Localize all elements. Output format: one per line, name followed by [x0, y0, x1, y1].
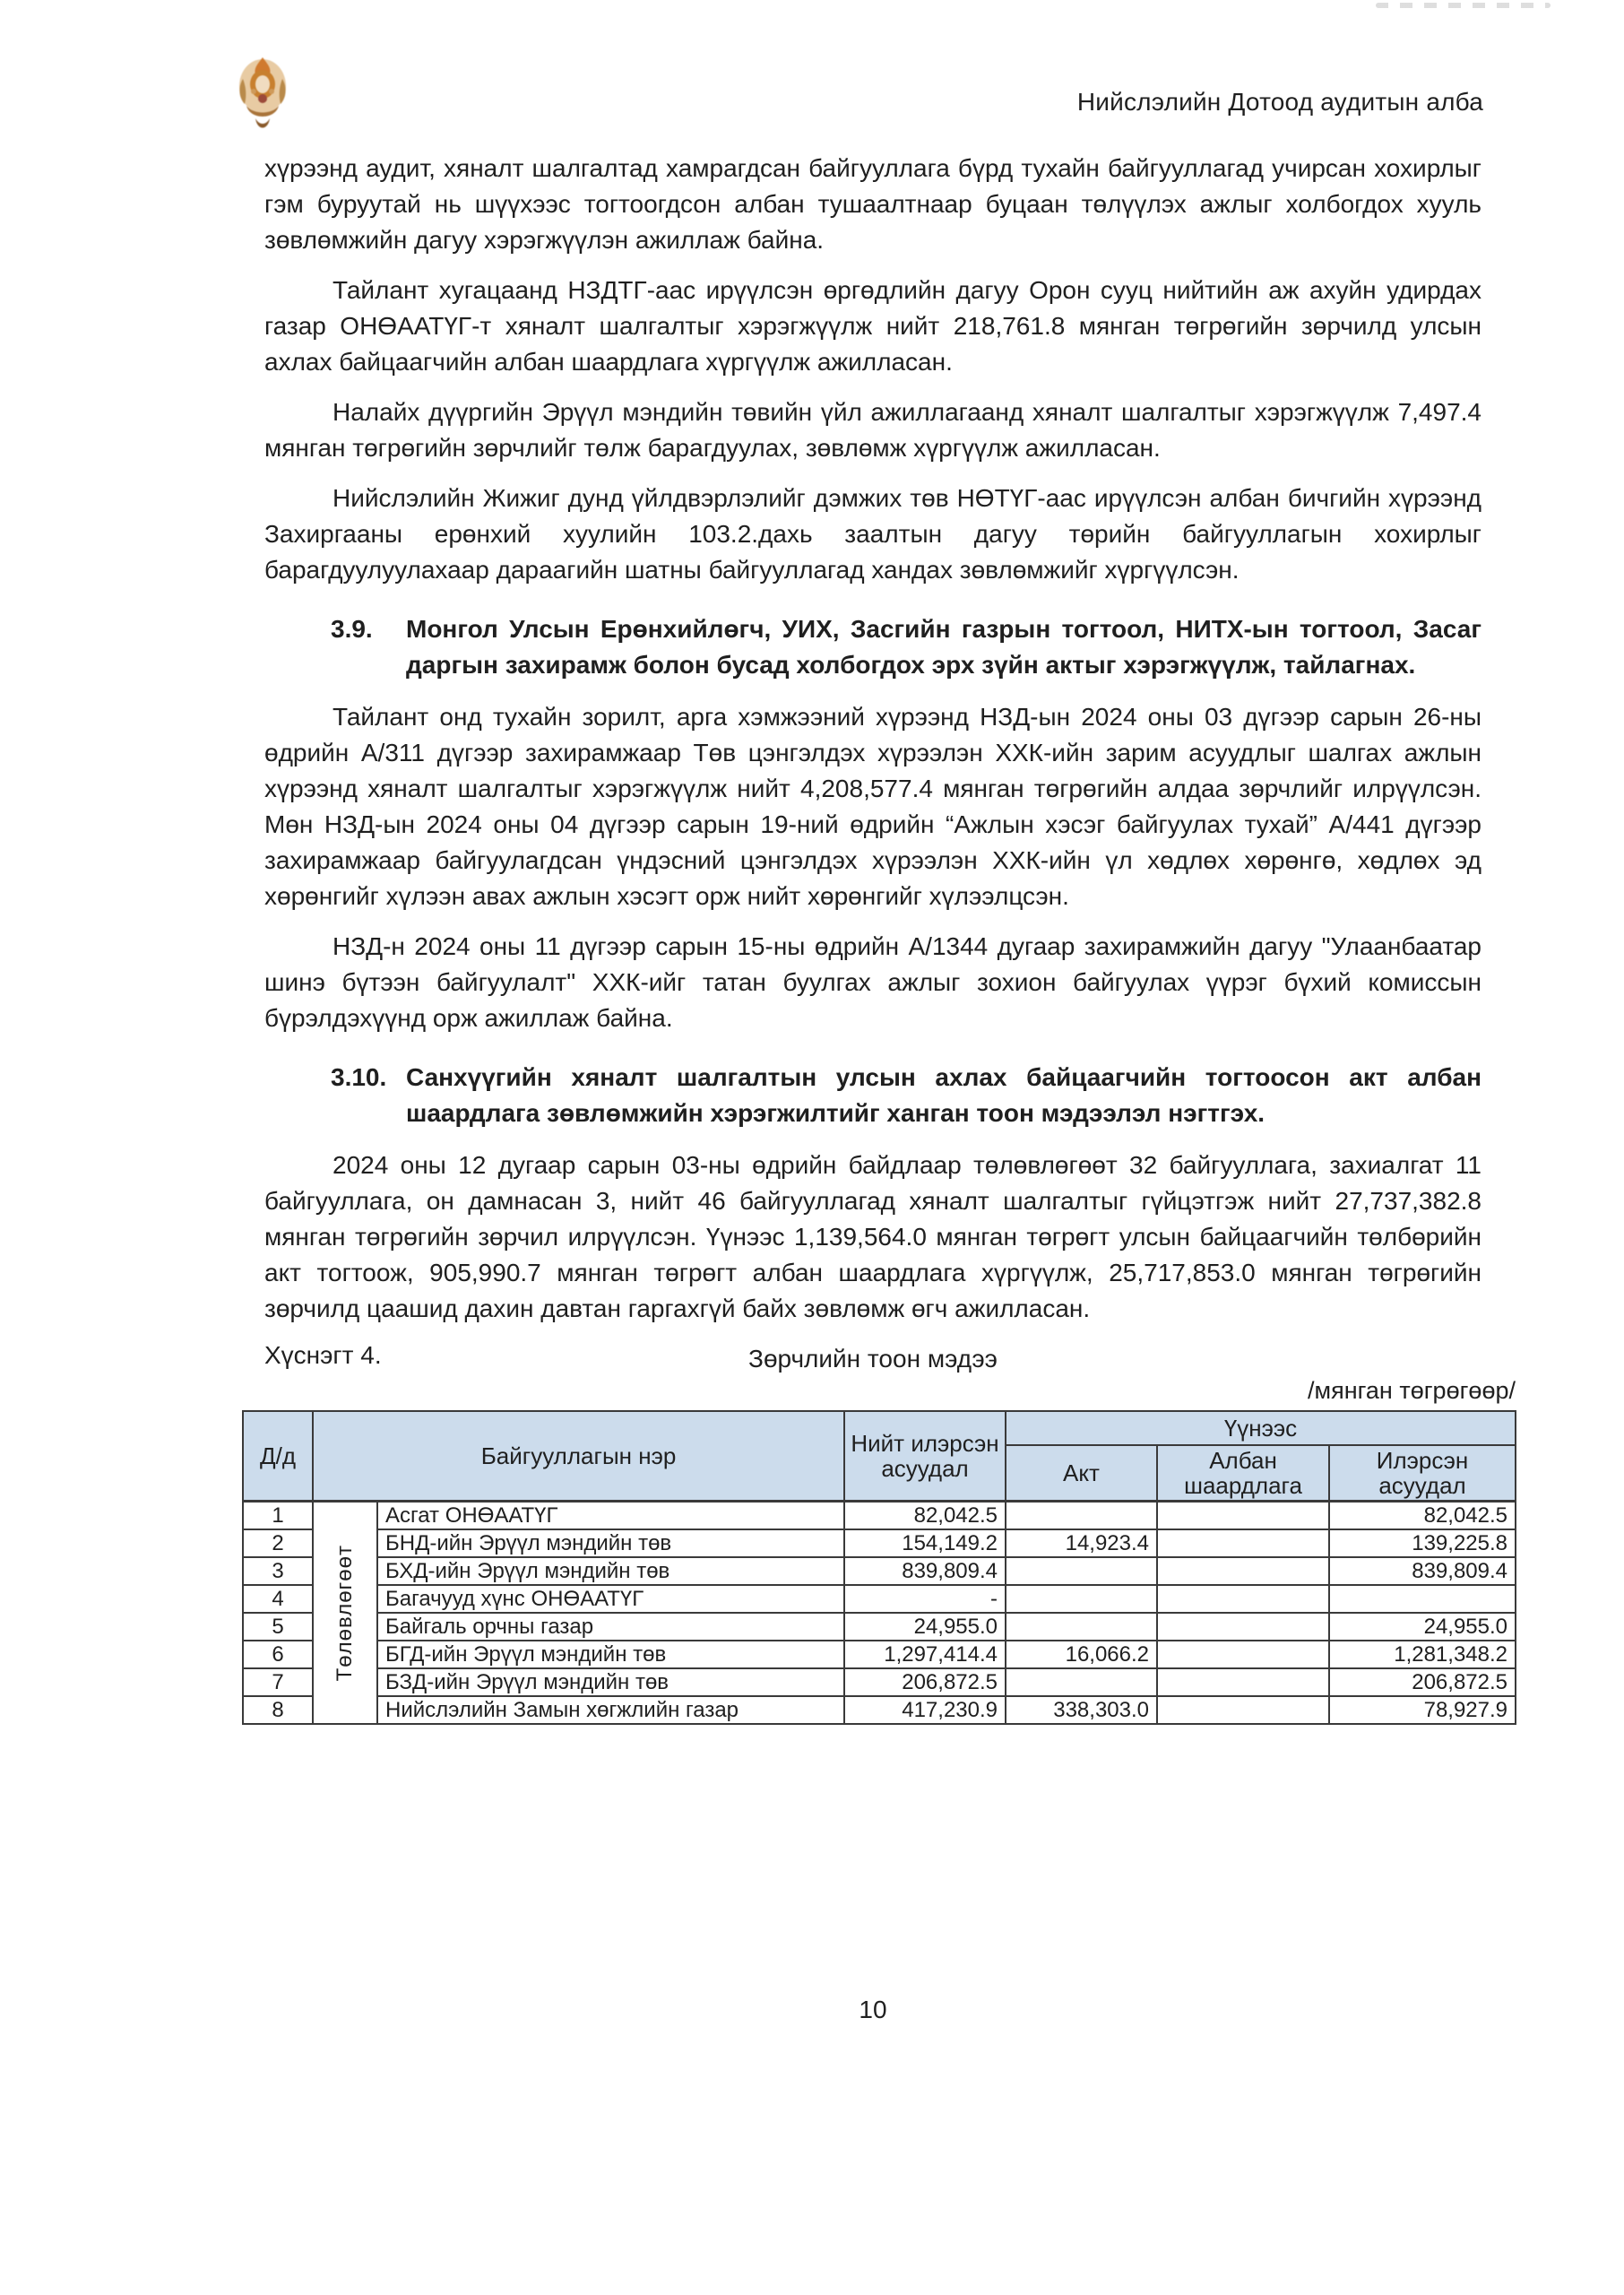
org-name-cell: Асгат ОНӨААТҮГ	[377, 1502, 844, 1530]
total-cell: 839,809.4	[844, 1557, 1006, 1585]
demand-cell	[1157, 1557, 1329, 1585]
demand-cell	[1157, 1613, 1329, 1641]
table-row	[243, 1696, 1516, 1724]
paragraph: 2024 оны 12 дугаар сарын 03-ны өдрийн байдлаар төлөвлөгөөт 32 байгууллага, захиалгат 11 байгууллага, он дамнасан 3, нийт 46 байгууллагад хяналт шалгалтыг гүйцэтгэж нийт 27,737,382.8 мянган төгрөгийн зөрчил илрүүлсэн. Үүнээс 1,139,564.0 мянган төгрөгт улсын байцаагчийн төлбөрийн акт тогтоож, 905,990.7 мянган төгрөгт албан шаардлага хүргүүлж, 25,717,853.0 мянган төгрөгийн зөрчилд цаашид дахин давтан гаргахгүй байх зөвлөмж өгч ажилласан.	[264, 1151, 1481, 1322]
group-label-planned: Төлөвлөгөөт	[333, 1544, 357, 1682]
col-header-no: Д/д	[243, 1411, 313, 1502]
org-name-cell: БНД-ийн Эрүүл мэндийн төв	[377, 1529, 844, 1557]
row-no: 6	[243, 1641, 313, 1668]
act-cell	[1006, 1668, 1157, 1696]
org-name-cell: БХД-ийн Эрүүл мэндийн төв	[377, 1557, 844, 1585]
col-header-org: Байгууллагын нэр	[313, 1411, 844, 1502]
paragraph: Налайх дүүргийн Эрүүл мэндийн төвийн үйл ажиллагаанд хяналт шалгалтыг хэрэгжүүлж 7,497.4 мянган төгрөгийн зөрчлийг төлж барагдуулах, зөвлөмж хүргүүлж ажилласан.	[264, 398, 1481, 462]
section-number: 3.9.	[331, 615, 373, 643]
total-cell: 417,230.9	[844, 1696, 1006, 1724]
paragraph: Тайлант онд тухайн зорилт, арга хэмжээний хүрээнд НЗД-ын 2024 оны 03 дүгээр сарын 26-ны өдрийн А/311 дүгээр захирамжаар Төв цэнгэлдэх хүрээлэн ХХК-ийн зарим асуудлыг шалгах ажлын хүрээнд хяналт шалгалтыг хэрэгжүүлж нийт 4,208,577.4 мянган төгрөгийн алдаа зөрчлийг илрүүлсэн. Мөн НЗД-ын 2024 оны 04 дүгээр сарын 19-ний өдрийн “Ажлын хэсэг байгуулах тухай” А/441 дүгээр захирамжаар байгуулагдсан үндэсний цэнгэлдэх хүрээлэн ХХК-ийн үл хөдлөх хөрөнгө, хөдлөх эд хөрөнгийг хүлээн авах ажлын хэсэгт орж нийт хөрөнгийг хүлээлцсэн.	[264, 703, 1481, 910]
row-no: 1	[243, 1502, 313, 1530]
table-caption-row	[264, 1341, 1481, 1375]
section-heading-3-9	[264, 611, 1481, 683]
scan-artifact	[1376, 3, 1551, 8]
found-cell: 24,955.0	[1329, 1613, 1516, 1641]
total-cell: 82,042.5	[844, 1502, 1006, 1530]
row-no: 8	[243, 1696, 313, 1724]
table-row	[243, 1668, 1516, 1696]
act-cell	[1006, 1613, 1157, 1641]
row-no: 7	[243, 1668, 313, 1696]
demand-cell	[1157, 1696, 1329, 1724]
paragraph: НЗД-н 2024 оны 11 дүгээр сарын 15-ны өдрийн А/1344 дугаар захирамжийн дагуу "Улаанбаатар шинэ бүтээн байгуулалт" ХХК-ийг татан буулгах ажлыг зохион байгуулах үүрэг бүхий комиссын бүрэлдэхүүнд орж ажиллаж байна.	[264, 932, 1481, 1032]
found-cell: 139,225.8	[1329, 1529, 1516, 1557]
demand-cell	[1157, 1668, 1329, 1696]
section-title: Монгол Улсын Ерөнхийлөгч, УИХ, Засгийн газрын тогтоол, НИТХ-ын тогтоол, Засаг даргын захирамж болон бусад холбогдох эрх зүйн актыг хэрэгжүүлж, тайлагнах.	[406, 615, 1481, 679]
page-number: 10	[859, 1996, 887, 2023]
row-no: 3	[243, 1557, 313, 1585]
table-row	[243, 1557, 1516, 1585]
found-cell: 78,927.9	[1329, 1696, 1516, 1724]
table-caption: Хүснэгт 4.	[264, 1341, 382, 1369]
found-cell: 1,281,348.2	[1329, 1641, 1516, 1668]
col-header-total: Нийт илэрсэн асуудал	[844, 1411, 1006, 1502]
paragraph-continuation: хүрээнд аудит, хяналт шалгалтад хамрагдсан байгууллага бүрд тухайн байгууллагад учирсан хохирлыг гэм буруутай нь шүүхээс тогтоогдсон албан тушаалтнаар буцаан төлүүлэх ажлыг холбогдох хууль зөвлөмжийн дагуу хэрэгжүүлэн ажиллаж байна.	[264, 154, 1481, 254]
header-org-name: Нийслэлийн Дотоод аудитын алба	[1076, 88, 1483, 116]
demand-cell	[1157, 1585, 1329, 1613]
group-label-cell	[313, 1502, 377, 1725]
act-cell	[1006, 1557, 1157, 1585]
row-no: 5	[243, 1613, 313, 1641]
table-row	[243, 1502, 1516, 1530]
total-cell: 206,872.5	[844, 1668, 1006, 1696]
paragraph: Тайлант хугацаанд НЗДТГ-аас ирүүлсэн өргөдлийн дагуу Орон сууц нийтийн аж ахуйн удирдах газар ОНӨААТҮГ-т хяналт шалгалтыг хэрэгжүүлж нийт 218,761.8 мянган төгрөгийн зөрчилд улсын ахлах байцаагчийн албан шаардлага хүргүүлж ажилласан.	[264, 276, 1481, 376]
act-cell: 338,303.0	[1006, 1696, 1157, 1724]
act-cell	[1006, 1502, 1157, 1530]
violations-table	[242, 1410, 1516, 1725]
table-row	[243, 1585, 1516, 1613]
act-cell: 14,923.4	[1006, 1529, 1157, 1557]
section-heading-3-10	[264, 1060, 1481, 1131]
table-header	[243, 1411, 1516, 1502]
org-name-cell: Байгаль орчны газар	[377, 1613, 844, 1641]
table-title: Зөрчлийн тоон мэдээ	[748, 1345, 998, 1373]
act-cell: 16,066.2	[1006, 1641, 1157, 1668]
table-row	[243, 1613, 1516, 1641]
demand-cell	[1157, 1529, 1329, 1557]
table-row	[243, 1529, 1516, 1557]
found-cell	[1329, 1585, 1516, 1613]
total-cell: 1,297,414.4	[844, 1641, 1006, 1668]
row-no: 4	[243, 1585, 313, 1613]
table-unit-note: /мянган төгрөгөөр/	[1308, 1377, 1516, 1404]
section-number: 3.10.	[331, 1063, 387, 1091]
col-header-demand: Албан шаардлага	[1157, 1445, 1329, 1502]
org-name-cell: Багачууд хүнс ОНӨААТҮГ	[377, 1585, 844, 1613]
total-cell: 154,149.2	[844, 1529, 1006, 1557]
row-no: 2	[243, 1529, 313, 1557]
col-header-breakdown: Үүнээс	[1006, 1411, 1516, 1445]
section-title: Санхүүгийн хяналт шалгалтын улсын ахлах байцаагчийн тогтоосон акт албан шаардлага зөвлөмжийн хэрэгжилтийг ханган тоон мэдээлэл нэгтгэх.	[406, 1063, 1481, 1127]
found-cell: 82,042.5	[1329, 1502, 1516, 1530]
total-cell: 24,955.0	[844, 1613, 1006, 1641]
org-name-cell: БЗД-ийн Эрүүл мэндийн төв	[377, 1668, 844, 1696]
col-header-act: Акт	[1006, 1445, 1157, 1502]
org-name-cell: Нийслэлийн Замын хөгжлийн газар	[377, 1696, 844, 1724]
demand-cell	[1157, 1502, 1329, 1530]
paragraph: Нийслэлийн Жижиг дунд үйлдвэрлэлийг дэмжих төв НӨТҮГ-аас ирүүлсэн албан бичгийн хүрээнд Захиргааны ерөнхий хуулийн 103.2.дахь заалтын дагуу төрийн байгууллагын хохирлыг барагдуулуулахаар дараагийн шатны байгууллагад хандах зөвлөмжийг хүргүүлсэн.	[264, 484, 1481, 584]
document-body	[259, 151, 1516, 1725]
found-cell: 839,809.4	[1329, 1557, 1516, 1585]
act-cell	[1006, 1585, 1157, 1613]
org-name-cell: БГД-ийн Эрүүл мэндийн төв	[377, 1641, 844, 1668]
demand-cell	[1157, 1641, 1329, 1668]
table-row	[243, 1641, 1516, 1668]
col-header-found: Илэрсэн асуудал	[1329, 1445, 1516, 1502]
total-cell: -	[844, 1585, 1006, 1613]
found-cell: 206,872.5	[1329, 1668, 1516, 1696]
